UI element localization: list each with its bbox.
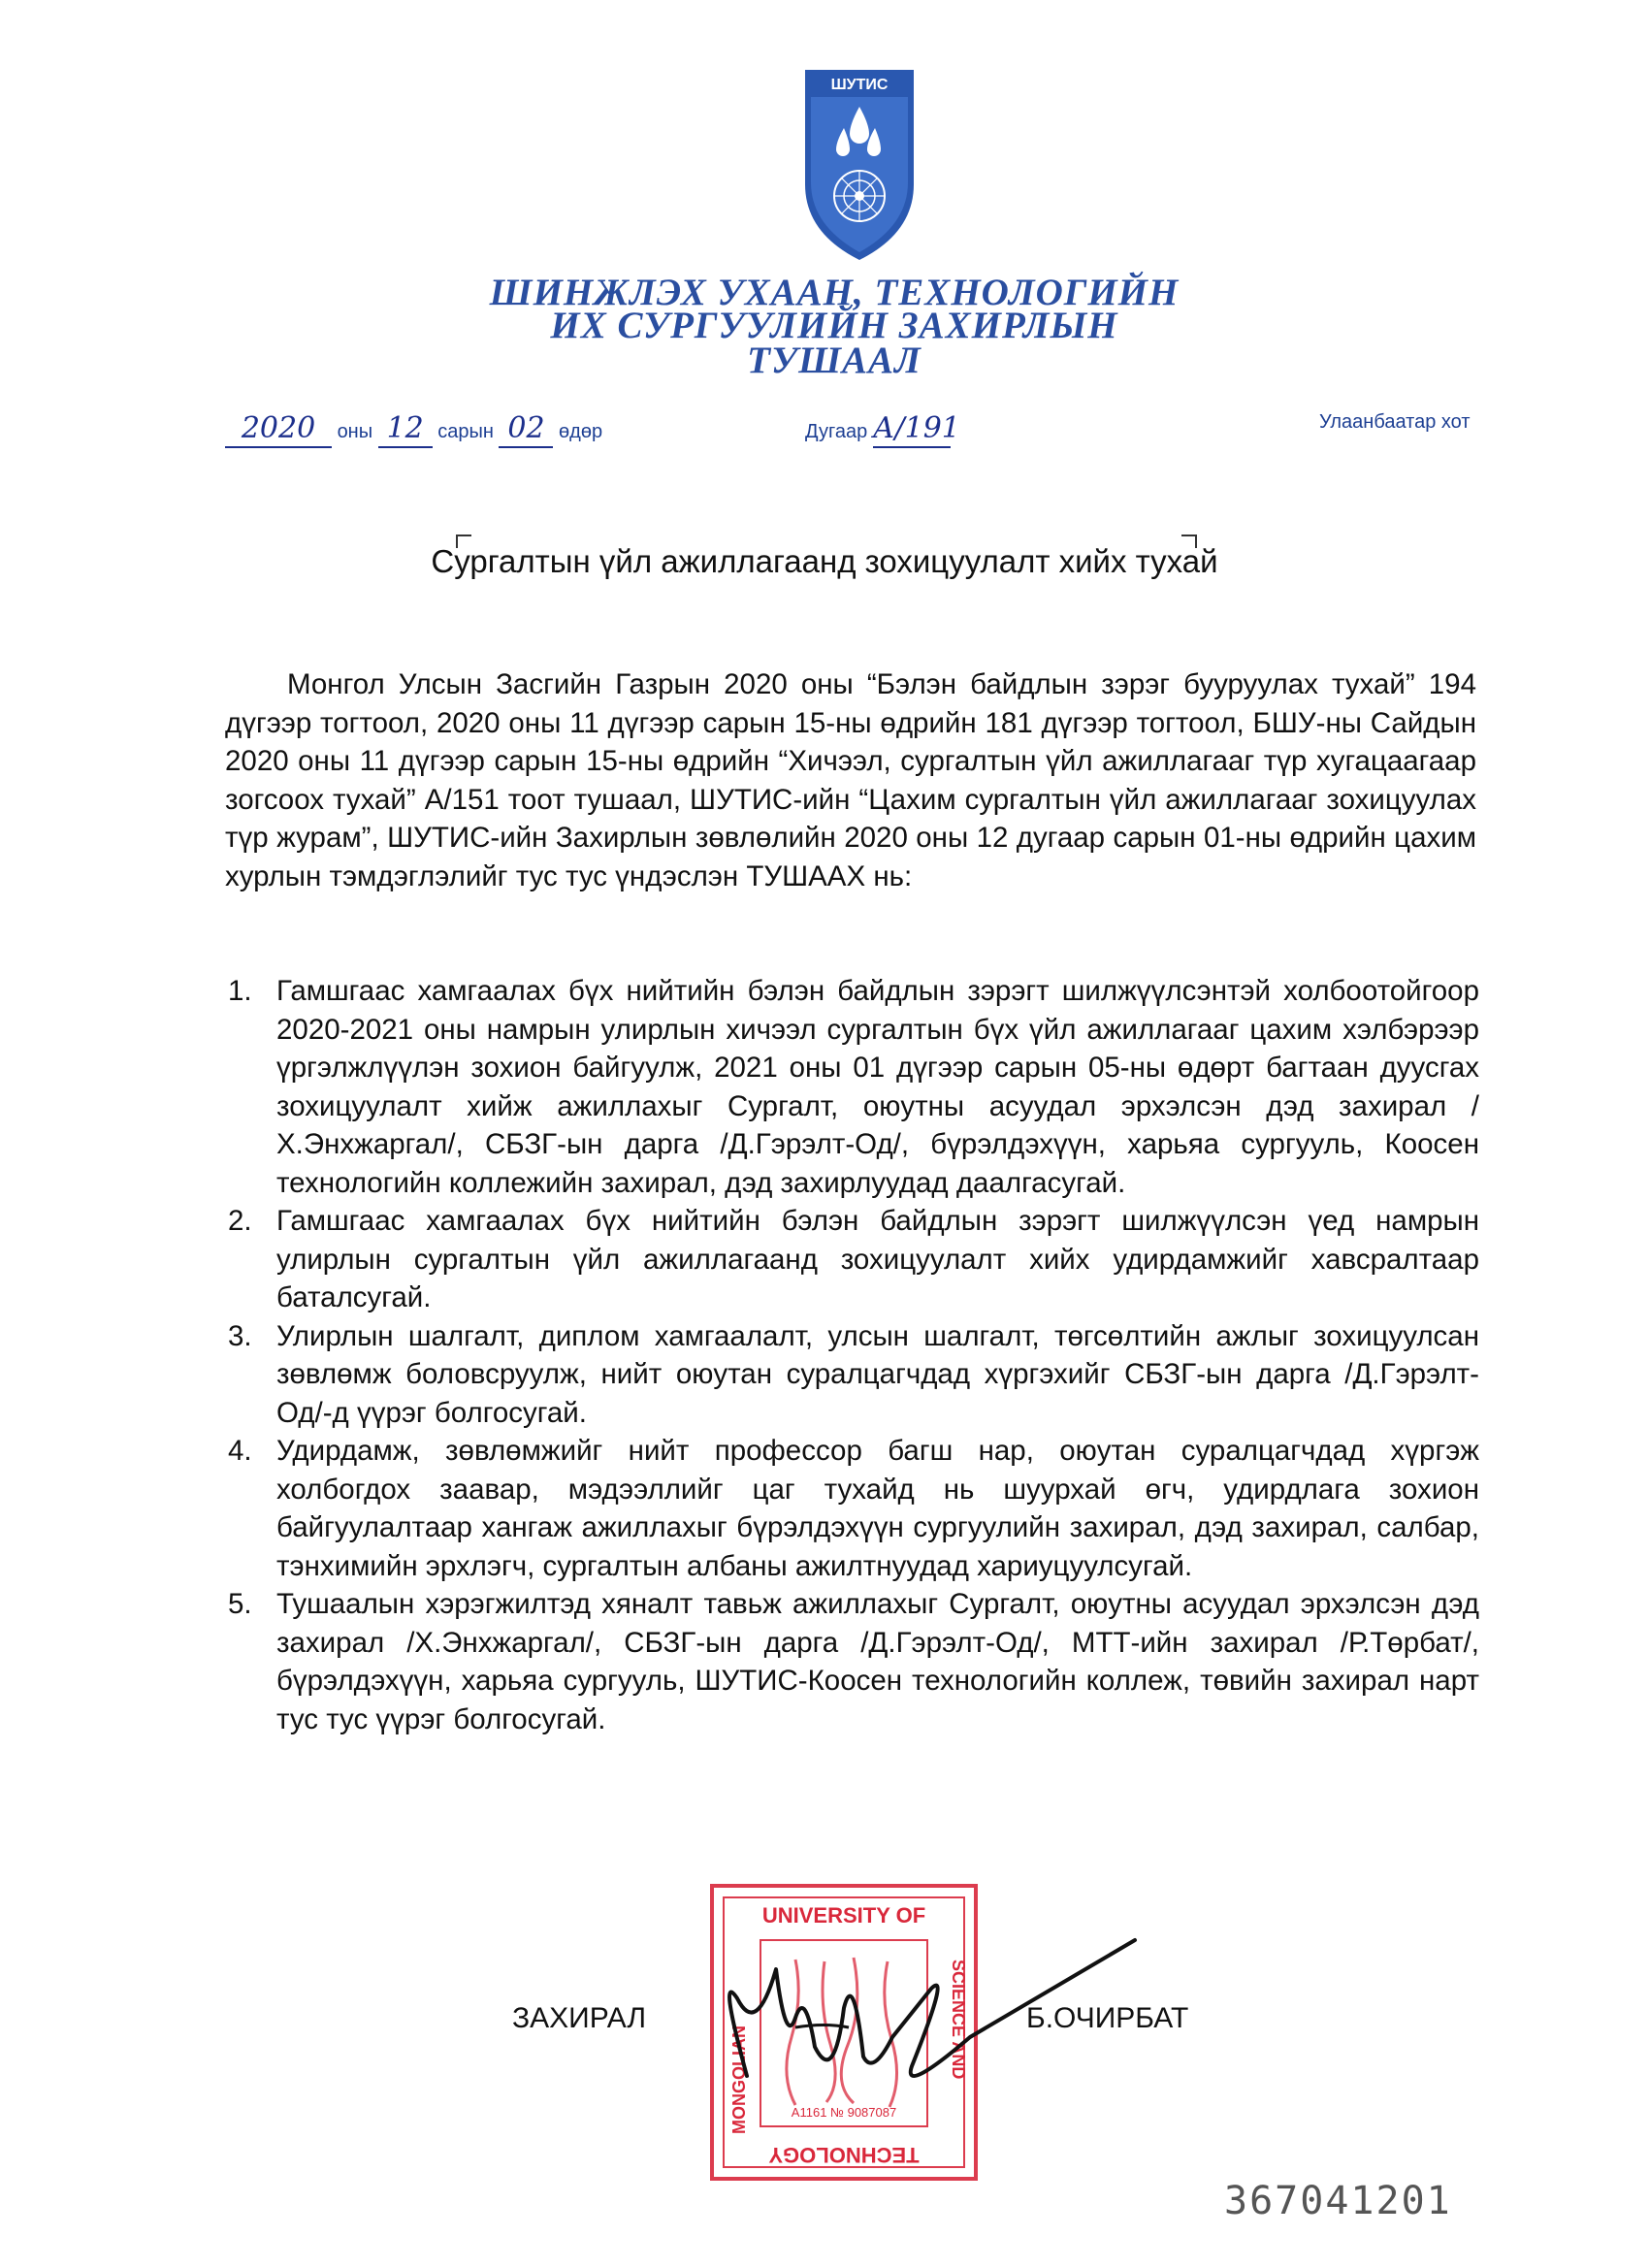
item-number: 3. [228,1319,252,1352]
number-field [805,411,960,454]
serial-number: 367041201 [1224,2179,1452,2223]
title-line-2: ИХ СУРГУУЛИЙН ЗАХИРЛЫН [550,305,1118,346]
stamp-bottom-text: TECHNOLOGY [768,2143,920,2167]
order-item [228,972,1479,1202]
item-number: 2. [228,1205,252,1237]
place-label: Улаанбаатар хот [1319,411,1471,433]
item-text: Тушаалын хэрэгжилтэд хяналт тавьж ажиллахыг Сургалт, оюутны асуудал эрхэлсэн дэд захирал /Х.Энхжаргал/, СБЗГ-ын дарга /Д.Гэрэлт-Од/, МТТ-ийн захирал /Р.Төрбат/, бүрэлдэхүүн, харьяа сургууль, ШУТИС-Коосен технологийн коллеж, төвийн захирал нарт тус тус үүрэг болгосугай. [276,1588,1479,1735]
emblem-text: ШУТИС [830,77,889,93]
title-line-1: ШИНЖЛЭХ УХААН, ТЕХНОЛОГИЙН [489,272,1180,313]
year-value: 2020 [225,411,332,448]
stamp-number-text: А1161 № 9087087 [791,2105,897,2120]
subject-heading: Сургалтын үйл ажиллагаанд зохицуулалт хийх тухай [431,543,1218,579]
date-field [225,411,602,454]
item-number: 5. [228,1588,252,1620]
number-label: Дугаар [805,421,868,442]
preamble-paragraph: Монгол Улсын Засгийн Газрын 2020 оны “Бэлэн байдлын зэрэг бууруулах тухай” 194 дүгээр тогтоол, 2020 оны 11 дүгээр сарын 15-ны өдрийн 181 дүгээр тогтоол, БШУ-ны Сайдын 2020 оны 11 дүгээр сарын 15-ны өдрийн “Хичээл, сургалтын үйл ажиллагааг түр хугацаагаар зогсоох тухай” А/151 тоот тушаал, ШУТИС-ийн “Цахим сургалтын үйл ажиллагааг зохицуулах түр журам”, ШУТИС-ийн Захирлын зөвлөлийн 2020 оны 12 дугаар сарын 01-ны өдрийн цахим хурлын тэмдэглэлийг тус тус үндэслэн ТУШААХ нь: [225,668,1476,892]
month-suffix: сарын [437,421,494,442]
item-number: 1. [228,975,252,1007]
day-value: 02 [499,411,553,448]
day-suffix: өдөр [559,421,603,442]
item-text: Удирдамж, зөвлөмжийг нийт профессор багш нар, оюутан суралцагчдад хүргэж холбогдох заавар, мэдээллийг цаг тухайд нь шуурхай өгч, удирдлага зохион байгуулалтаар хангаж ажиллахыг бүрэлдэхүүн сургуулийн захирал, дэд захирал, салбар, тэнхимийн эрхлэгч, сургалтын албаны ажилтнуудад хариуцуулсугай. [276,1435,1479,1582]
number-value: А/191 [873,411,951,448]
item-number: 4. [228,1435,252,1467]
item-text: Гамшгаас хамгаалах бүх нийтийн бэлэн байдлын зэрэгт шилжүүлсэн үед намрын улирлын сургалтын үйл ажиллагаанд зохицуулалт хийх удирдамжийг хавсралтаар баталсугай. [276,1205,1479,1313]
stamp-top-text: UNIVERSITY OF [761,1903,926,1928]
order-item [228,1317,1479,1433]
signer-name: Б.ОЧИРБАТ [1026,2002,1189,2034]
stamp-left-text: MONGOLIAN [729,2025,749,2134]
order-item [228,1432,1479,1585]
month-value: 12 [378,411,433,448]
item-text: Улирлын шалгалт, диплом хамгаалалт, улсын шалгалт, төгсөлтийн ажлыг зохицуулсан зөвлөмж боловсруулж, нийт оюутан суралцагчдад хүргэхийг СБЗГ-ын дарга /Д.Гэрэлт-Од/-д үүрэг болгосугай. [276,1319,1479,1429]
order-item [228,1202,1479,1317]
order-items [228,972,1479,1738]
university-emblem-icon [801,68,918,262]
order-item [228,1585,1479,1738]
title-line-3: ТУШААЛ [747,340,922,381]
year-suffix: оны [337,421,373,442]
item-text: Гамшгаас хамгаалах бүх нийтийн бэлэн байдлын зэрэгт шилжүүлсэнтэй холбоотойгоор 2020-2021 оны намрын улирлын хичээл сургалтын бүх үйл ажиллагааг цахим хэлбэрээр үргэлжлүүлэн зохион байгуулж, 2021 оны 01 дүгээр сарын 05-ны өдөрт багтаан дуусгах зохицуулалт хийж ажиллахыг Сургалт, оюутны асуудал эрхэлсэн дэд захирал /Х.Энхжаргал/, СБЗГ-ын дарга /Д.Гэрэлт-Од/, бүрэлдэхүүн, харьяа сургууль, Коосен технологийн коллежийн захирал, дэд захирлуудад даалгасугай. [276,975,1479,1199]
signer-title: ЗАХИРАЛ [512,2002,647,2034]
stamp-right-text: SCIENCE AND [949,1960,968,2080]
